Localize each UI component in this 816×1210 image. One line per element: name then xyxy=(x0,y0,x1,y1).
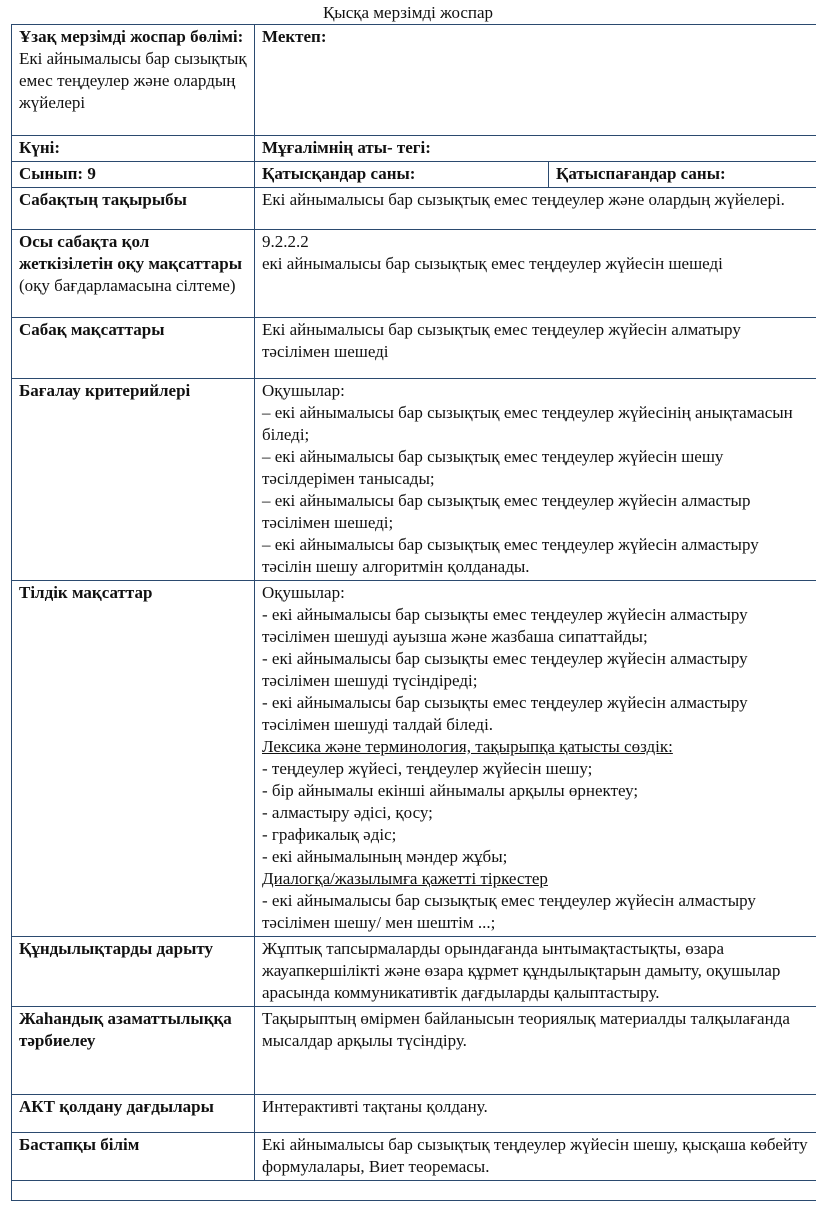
objectives-value-cell xyxy=(255,230,816,318)
list-item: - алмастыру әдісі, қосу; xyxy=(262,803,433,822)
list-item: - екі айнымалысы бар сызықтық емес теңдеулер жүйесін алмастыру тәсілімен шешу/ мен шештім ...; xyxy=(262,891,756,932)
table-row xyxy=(12,188,816,230)
table-row xyxy=(12,1181,816,1201)
objectives-label-note: (оқу бағдарламасына сілтеме) xyxy=(19,276,236,295)
vocabulary-heading: Лексика және терминология, тақырыпқа қатысты сөздік: xyxy=(262,737,673,756)
table-row xyxy=(12,136,816,162)
topic-value: Екі айнымалысы бар сызықтық емес теңдеулер және олардың жүйелері. xyxy=(255,188,816,230)
prior-knowledge-value: Екі айнымалысы бар сызықтық теңдеулер жүйесін шешу, қысқаша көбейту формулалары, Виет теоремасы. xyxy=(255,1133,816,1181)
table-row xyxy=(12,318,816,379)
list-item: - бір айнымалы екінші айнымалы арқылы өрнектеу; xyxy=(262,781,639,800)
table-row xyxy=(12,581,816,937)
values-label: Құндылықтарды дарыту xyxy=(12,937,255,1007)
ict-value: Интерактивті тақтаны қолдану. xyxy=(255,1095,816,1133)
table-row xyxy=(12,1133,816,1181)
page-title: Қысқа мерзімді жоспар xyxy=(322,3,494,22)
grade-label: Сынып: 9 xyxy=(12,162,255,188)
lesson-plan-table xyxy=(11,24,816,1201)
objectives-code: 9.2.2.2 xyxy=(262,232,309,251)
list-item: – екі айнымалысы бар сызықтық емес теңдеулер жүйесін алмастыр тәсілімен шешеді; xyxy=(262,491,751,532)
table-row xyxy=(12,937,816,1007)
criteria-intro: Оқушылар: xyxy=(262,381,345,400)
criteria-label: Бағалау критерийлері xyxy=(12,379,255,581)
date-label: Күні: xyxy=(12,136,255,162)
criteria-value-cell xyxy=(255,379,816,581)
list-item: - графикалық әдіс; xyxy=(262,825,397,844)
list-item: - екі айнымалысы бар сызықты емес теңдеулер жүйесін алмастыру тәсілімен шешуді ауызша және жазбаша сипаттайды; xyxy=(262,605,748,646)
values-value: Жұптық тапсырмаларды орындағанда ынтымақтастықты, өзара жауапкершілікті және өзара құрмет құндылықтарын дамыту, оқушылар арасында коммуникативтік дағдыларды қалыптастыру. xyxy=(255,937,816,1007)
table-row xyxy=(12,162,816,188)
list-item: - екі айнымалының мәндер жұбы; xyxy=(262,847,508,866)
list-item: – екі айнымалысы бар сызықтық емес теңдеулер жүйесін шешу тәсілдерімен танысады; xyxy=(262,447,724,488)
table-row xyxy=(12,230,816,318)
phrases-heading: Диалогқа/жазылымға қажетті тіркестер xyxy=(262,869,548,888)
list-item: - екі айнымалысы бар сызықты емес теңдеулер жүйесін алмастыру тәсілімен шешуді түсіндіреді; xyxy=(262,649,748,690)
language-value-cell xyxy=(255,581,816,937)
school-label: Мектеп: xyxy=(262,27,327,46)
language-intro: Оқушылар: xyxy=(262,583,345,602)
long-term-plan-cell xyxy=(12,25,255,136)
lesson-goals-value: Екі айнымалысы бар сызықтық емес теңдеулер жүйесін алматыру тәсілімен шешеді xyxy=(255,318,816,379)
list-item: – екі айнымалысы бар сызықтық емес теңдеулер жүйесін алмастыру тәсілін шешу алгоритмін қолданады. xyxy=(262,535,759,576)
list-item: - теңдеулер жүйесі, теңдеулер жүйесін шешу; xyxy=(262,759,593,778)
list-item: - екі айнымалысы бар сызықты емес теңдеулер жүйесін алмастыру тәсілімен шешуді талдай біледі. xyxy=(262,693,748,734)
global-citizenship-label: Жаһандық азаматтылыққа тәрбиелеу xyxy=(12,1007,255,1095)
topic-label: Сабақтың тақырыбы xyxy=(12,188,255,230)
prior-knowledge-label: Бастапқы білім xyxy=(12,1133,255,1181)
long-term-value: Екі айнымалысы бар сызықтық емес теңдеулер және олардың жүйелері xyxy=(19,49,247,112)
language-label: Тілдік мақсаттар xyxy=(12,581,255,937)
table-row xyxy=(12,25,816,136)
list-item: – екі айнымалысы бар сызықтық емес теңдеулер жүйесінің анықтамасын біледі; xyxy=(262,403,793,444)
table-row xyxy=(12,1095,816,1133)
empty-row xyxy=(12,1181,816,1201)
teacher-label: Мұғалімнің аты- тегі: xyxy=(255,136,816,162)
table-row xyxy=(12,379,816,581)
long-term-label: Ұзақ мерзімді жоспар бөлімі: xyxy=(19,27,244,46)
present-count-label: Қатысқандар саны: xyxy=(255,162,549,188)
objectives-label-cell xyxy=(12,230,255,318)
objectives-value: екі айнымалысы бар сызықтық емес теңдеулер жүйесін шешеді xyxy=(262,254,723,273)
school-cell xyxy=(255,25,816,136)
global-citizenship-value: Тақырыптың өмірмен байланысын теориялық материалды талқылағанда мысалдар арқылы түсіндіру. xyxy=(255,1007,816,1095)
objectives-label: Осы сабақта қол жеткізілетін оқу мақсаттары xyxy=(19,232,243,273)
lesson-goals-label: Сабақ мақсаттары xyxy=(12,318,255,379)
absent-count-label: Қатыспағандар саны: xyxy=(549,162,816,188)
table-row xyxy=(12,1007,816,1095)
ict-label: АКТ қолдану дағдылары xyxy=(12,1095,255,1133)
